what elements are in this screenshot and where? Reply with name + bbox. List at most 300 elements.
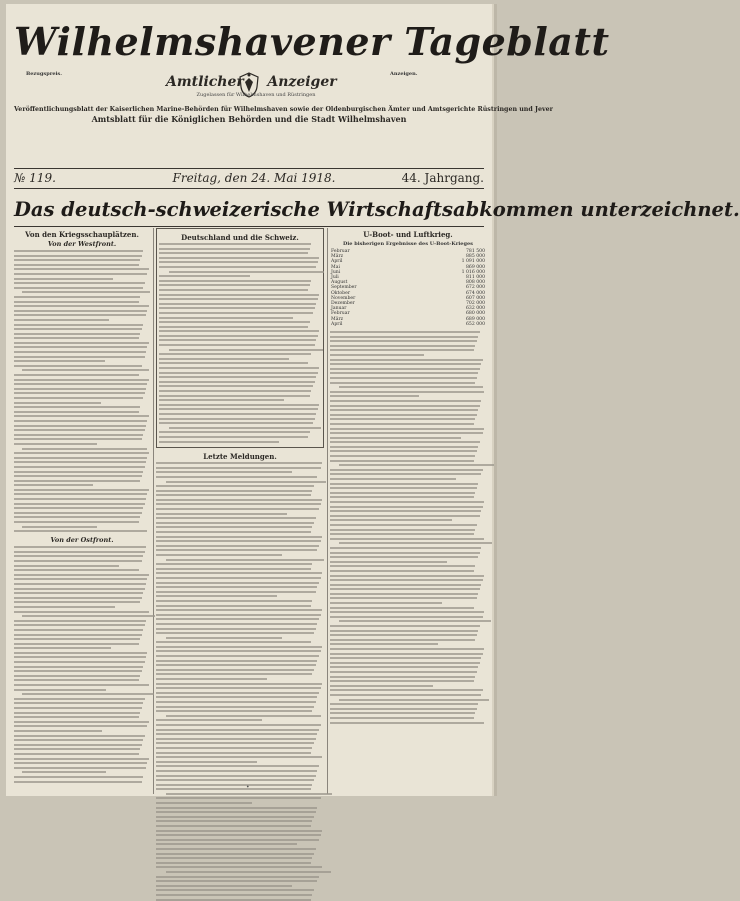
text-line: [330, 483, 478, 485]
text-line: [14, 255, 142, 257]
text-line: [22, 526, 97, 528]
text-line: [159, 358, 289, 360]
text-line: [156, 719, 262, 721]
text-line: [159, 408, 318, 410]
text-line: [22, 771, 106, 773]
text-line: [156, 807, 317, 809]
text-line: [330, 722, 484, 724]
text-line: [159, 275, 250, 277]
text-line: [14, 583, 146, 585]
text-line: [159, 381, 315, 383]
text-line: [159, 404, 319, 406]
text-line: [330, 331, 480, 333]
text-line: [156, 775, 316, 777]
text-line: [330, 345, 475, 347]
text-line: [339, 464, 493, 466]
text-line: [14, 512, 142, 514]
text-line: [14, 601, 140, 603]
text-line: [156, 554, 282, 556]
text-line: [339, 386, 483, 388]
table-cell-month: Mai: [331, 264, 340, 270]
ads-title: Anzeigen.: [390, 71, 418, 77]
text-line: [159, 261, 318, 263]
text-line: [156, 876, 319, 878]
text-line: [14, 273, 147, 275]
text-line: [14, 259, 140, 261]
text-line: [156, 660, 317, 662]
text-line: [330, 359, 483, 361]
section-title: Deutschland und die Schweiz.: [181, 233, 299, 242]
text-line: [14, 634, 142, 636]
text-line: [14, 411, 139, 413]
text-line: [14, 489, 149, 491]
text-line: [156, 701, 316, 703]
column-switzerland: [156, 228, 324, 794]
text-line: [156, 742, 314, 744]
table-cell-tons: 652 000: [466, 321, 485, 327]
text-line: [166, 559, 324, 561]
text-line: [14, 611, 149, 613]
text-line: [14, 250, 143, 252]
text-line: [14, 475, 142, 477]
text-line: [159, 390, 311, 392]
subscription-title: Bezugspreis.: [26, 71, 62, 77]
text-line: [330, 473, 481, 475]
text-line: [14, 569, 139, 571]
amtlicher-label: Amtlicher: [166, 74, 244, 90]
text-line: [156, 830, 322, 832]
table-cell-month: Juni: [331, 269, 341, 275]
official-line-1: Veröffentlichungsblatt der Kaiserlichen Marine-Behörden für Wilhelmshaven sowie der Oldenburgischen Ämter und Amtsgerichte Rüstringen und Jever: [14, 106, 553, 113]
text-line: [330, 639, 475, 641]
text-line: [156, 779, 314, 781]
text-line: [156, 669, 314, 671]
text-line: [330, 653, 483, 655]
text-line: [14, 767, 146, 769]
text-line: [14, 425, 146, 427]
text-line: [330, 680, 474, 682]
text-line: [14, 516, 140, 518]
text-line: [166, 715, 321, 717]
text-line: [14, 712, 140, 714]
table-cell-month: März: [331, 254, 344, 260]
text-line: [330, 597, 477, 599]
text-line: [14, 588, 145, 590]
text-line: [156, 853, 314, 855]
table-cell-tons: 680 000: [466, 311, 485, 317]
text-line: [159, 353, 311, 355]
text-line: [156, 733, 317, 735]
text-line: [330, 519, 452, 521]
text-line: [14, 555, 143, 557]
text-line: [156, 563, 312, 565]
text-line: [14, 730, 102, 732]
text-line: [14, 530, 147, 532]
text-line: [330, 469, 483, 471]
text-line: [330, 501, 484, 503]
text-line: [14, 305, 149, 307]
table-cell-tons: 781 500: [466, 249, 485, 254]
text-line: [156, 605, 311, 607]
text-line: [14, 388, 146, 390]
text-line: [14, 503, 145, 505]
text-line: [14, 574, 149, 576]
text-line: [22, 369, 148, 371]
masthead-tagline: Zugelassen für Wilhelmshaven und Rüstringen: [196, 92, 316, 98]
text-line: [159, 298, 318, 300]
text-line: [159, 326, 308, 328]
text-line: [166, 793, 332, 795]
text-line: [159, 294, 319, 296]
text-line: [330, 565, 475, 567]
text-line: [330, 662, 480, 664]
text-line: [14, 360, 105, 362]
text-line: [14, 351, 146, 353]
text-line: [339, 699, 489, 701]
table-cell-tons: 885 000: [466, 254, 485, 260]
text-line: [156, 517, 316, 519]
text-line: [159, 441, 279, 443]
column-divider: [153, 228, 154, 794]
text-line: [22, 615, 155, 617]
text-line: [330, 414, 477, 416]
text-line: [14, 319, 109, 321]
text-line: [14, 324, 143, 326]
text-line: [156, 490, 312, 492]
text-line: [330, 634, 477, 636]
table-cell-tons: 1 091 000: [461, 259, 485, 265]
text-line: [159, 307, 315, 309]
text-line: [156, 834, 321, 836]
text-line: [159, 335, 318, 337]
column-uboat: [330, 228, 486, 794]
divider: [14, 188, 484, 189]
text-line: [14, 429, 145, 431]
article-text: [14, 546, 150, 782]
text-line: [156, 499, 322, 501]
text-line: [330, 349, 474, 351]
table-cell-tons: 689 000: [466, 316, 485, 322]
text-line: [156, 600, 312, 602]
text-line: [14, 383, 147, 385]
table-cell-month: August: [331, 280, 348, 286]
table-cell-month: September: [331, 285, 357, 291]
text-line: [156, 678, 267, 680]
table-cell-month: Juli: [331, 275, 339, 281]
text-line: [159, 413, 316, 415]
text-line: [156, 885, 292, 887]
text-line: [14, 392, 145, 394]
text-line: [330, 455, 475, 457]
text-line: [156, 646, 322, 648]
table-cell-tons: 869 000: [466, 264, 485, 270]
text-line: [14, 578, 147, 580]
dateline: [14, 171, 484, 185]
text-line: [159, 280, 311, 282]
text-line: [14, 679, 139, 681]
text-line: [166, 637, 282, 639]
text-line: [159, 243, 311, 245]
text-line: [156, 577, 321, 579]
text-line: [14, 484, 93, 486]
text-line: [156, 889, 314, 891]
official-line-2: Amtsblatt für die Königlichen Behörden und die Stadt Wilhelmshaven: [91, 114, 407, 124]
text-line: [159, 339, 316, 341]
text-line: [330, 630, 478, 632]
text-line: [330, 556, 478, 558]
text-line: [14, 758, 149, 760]
text-line: [14, 716, 139, 718]
text-line: [159, 399, 284, 401]
text-line: [330, 671, 477, 673]
table-caption: Die bisherigen Ergebnisse des U-Boot-Krieges: [343, 241, 473, 247]
text-line: [156, 526, 312, 528]
text-line: [159, 376, 316, 378]
text-line: [156, 476, 317, 478]
text-line: [330, 648, 484, 650]
section-title: U-Boot- und Luftkrieg.: [363, 230, 453, 239]
table-cell-tons: 607 000: [466, 295, 485, 301]
text-line: [330, 703, 478, 705]
text-line: [159, 266, 316, 268]
table-cell-month: Oktober: [331, 290, 351, 296]
text-line: [14, 689, 106, 691]
text-line: [14, 606, 115, 608]
text-line: [14, 684, 149, 686]
text-line: [156, 706, 314, 708]
text-line: [159, 372, 318, 374]
text-line: [330, 340, 477, 342]
text-line: [156, 485, 314, 487]
text-line: [330, 478, 456, 480]
text-line: [169, 271, 325, 273]
text-line: [159, 303, 316, 305]
text-line: [159, 330, 319, 332]
article-text: [156, 462, 324, 900]
text-line: [159, 362, 308, 364]
text-line: [156, 641, 311, 643]
text-line: [330, 515, 480, 517]
text-line: [14, 629, 143, 631]
text-line: [14, 493, 147, 495]
table-cell-month: April: [331, 259, 343, 265]
text-line: [14, 656, 146, 658]
text-line: [156, 683, 322, 685]
text-line: [156, 632, 314, 634]
text-line: [156, 770, 317, 772]
text-line: [14, 739, 143, 741]
text-line: [14, 776, 143, 778]
text-line: [156, 797, 321, 799]
text-line: [156, 857, 312, 859]
issue-date: Freitag, den 24. Mai 1918.: [172, 171, 336, 185]
main-headline: Das deutsch-schweizerische Wirtschaftsabkommen unterzeichnet.: [14, 198, 740, 221]
text-line: [156, 784, 312, 786]
text-line: [330, 602, 442, 604]
text-line: [22, 448, 147, 450]
text-line: [330, 694, 481, 696]
text-line: [330, 666, 478, 668]
text-line: [156, 531, 311, 533]
text-line: [14, 643, 139, 645]
text-line: [159, 252, 308, 254]
text-line: [156, 462, 322, 464]
text-line: [156, 811, 316, 813]
text-line: [159, 284, 310, 286]
section-subtitle: Von der Westfront.: [47, 240, 117, 248]
text-line: [330, 492, 475, 494]
text-line: [156, 756, 322, 758]
text-line: [22, 291, 150, 293]
text-line: [14, 438, 142, 440]
text-line: [14, 707, 142, 709]
text-line: [159, 395, 310, 397]
text-line: [330, 409, 478, 411]
text-line: [330, 382, 475, 384]
table-cell-month: Februar: [331, 311, 350, 317]
text-line: [156, 820, 312, 822]
text-line: [156, 536, 322, 538]
text-line: [330, 575, 484, 577]
text-line: [14, 346, 147, 348]
text-line: [330, 506, 483, 508]
column-divider: [327, 228, 328, 794]
text-line: [14, 592, 143, 594]
text-line: [14, 560, 142, 562]
issue-number: № 119.: [14, 171, 56, 185]
text-line: [14, 268, 149, 270]
text-line: [330, 607, 474, 609]
text-line: [156, 549, 317, 551]
text-line: [330, 510, 481, 512]
text-line: [339, 620, 490, 622]
text-line: [330, 533, 474, 535]
text-line: [14, 507, 143, 509]
text-line: [156, 655, 319, 657]
table-cell-month: November: [331, 295, 356, 301]
text-line: [14, 551, 145, 553]
text-line: [330, 685, 433, 687]
text-line: [14, 374, 139, 376]
table-cell-month: Dezember: [331, 301, 355, 307]
text-line: [156, 765, 319, 767]
table-cell-month: April: [331, 321, 343, 327]
text-line: [14, 379, 149, 381]
divider: [14, 226, 484, 227]
text-line: [330, 377, 477, 379]
text-line: [156, 595, 277, 597]
text-line: [156, 664, 316, 666]
text-line: [156, 738, 316, 740]
anzeiger-label: Anzeiger: [267, 74, 337, 90]
text-line: [339, 542, 492, 544]
text-line: [22, 693, 154, 695]
text-line: [14, 310, 147, 312]
article-text: [330, 331, 486, 723]
text-line: [14, 521, 139, 523]
text-line: [159, 312, 313, 314]
text-line: [156, 545, 319, 547]
text-line: [14, 457, 147, 459]
text-line: [156, 673, 312, 675]
text-line: [156, 568, 311, 570]
text-line: [14, 264, 139, 266]
text-line: [14, 702, 143, 704]
text-line: [156, 628, 316, 630]
text-line: [156, 848, 316, 850]
text-line: [330, 611, 484, 613]
text-line: [330, 588, 480, 590]
text-line: [156, 724, 321, 726]
text-line: [156, 508, 319, 510]
text-line: [330, 676, 475, 678]
text-line: [14, 565, 119, 567]
text-line: [156, 650, 321, 652]
text-line: [14, 278, 113, 280]
text-line: [14, 698, 145, 700]
text-line: [14, 661, 145, 663]
text-line: [330, 529, 475, 531]
text-line: [330, 552, 480, 554]
text-line: [14, 620, 146, 622]
text-line: [330, 689, 483, 691]
text-line: [156, 467, 321, 469]
text-line: [14, 314, 146, 316]
text-line: [14, 735, 145, 737]
text-line: [156, 618, 319, 620]
text-line: [330, 593, 478, 595]
text-line: [14, 781, 142, 783]
text-line: [156, 816, 314, 818]
masthead-subblock: [6, 71, 553, 130]
text-line: [330, 368, 480, 370]
text-line: [14, 666, 143, 668]
volume-year: 44. Jahrgang.: [401, 171, 484, 185]
text-line: [14, 647, 111, 649]
text-line: [14, 725, 147, 727]
text-line: [156, 609, 322, 611]
text-line: [14, 434, 143, 436]
text-line: [159, 289, 308, 291]
text-line: [330, 584, 481, 586]
text-line: [156, 866, 322, 868]
text-line: [159, 344, 315, 346]
text-line: [14, 443, 97, 445]
text-line: [156, 839, 319, 841]
text-line: [330, 354, 424, 356]
section-title: Von den Kriegsschauplätzen.: [25, 230, 139, 239]
text-line: [156, 802, 252, 804]
text-line: [14, 397, 143, 399]
text-line: [159, 321, 310, 323]
text-line: [330, 450, 477, 452]
text-line: [14, 328, 142, 330]
text-line: [14, 471, 143, 473]
text-line: [14, 721, 149, 723]
text-line: [330, 657, 481, 659]
text-line: [156, 471, 292, 473]
text-line: [330, 437, 461, 439]
page-marker: •: [246, 784, 250, 791]
table-cell-tons: 632 000: [466, 306, 485, 312]
table-cell-month: Januar: [331, 306, 347, 312]
text-line: [169, 349, 323, 351]
boxed-article: [156, 228, 324, 448]
text-line: [14, 461, 146, 463]
text-line: [330, 395, 419, 397]
text-line: [330, 616, 483, 618]
text-line: [14, 546, 146, 548]
